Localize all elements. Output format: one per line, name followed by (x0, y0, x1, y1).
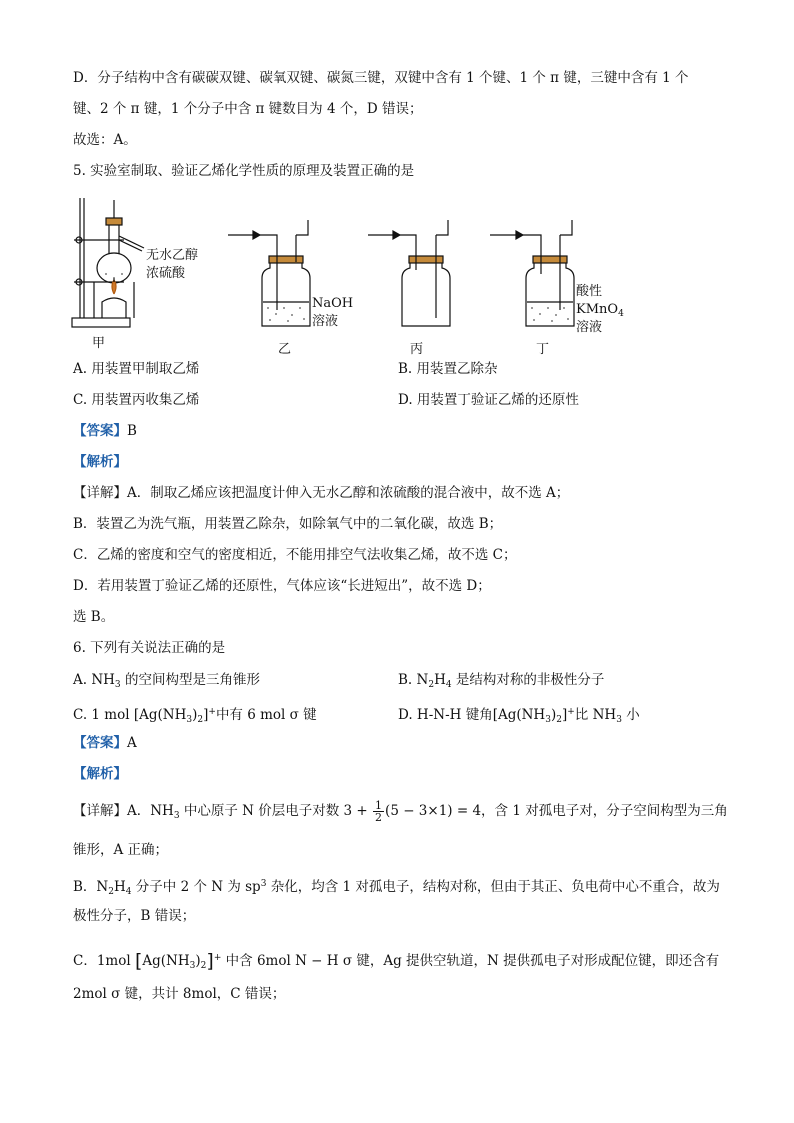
q6-detail-a-line2: 锥形，A 正确； (73, 842, 169, 858)
q4-option-d-line2: 键、2 个 π 键，1 个分子中含 π 键数目为 4 个，D 错误； (73, 101, 423, 117)
q6-detail-c-line1: C．1mol $[Ag(NH_3)_2]^+$ 中含 6mol N − H σ 键，Ag 提供空轨道，N 提供孤电子对形成配位键，即还含有 (73, 950, 720, 972)
q6-detail-b-line2: 极性分子，B 错误； (73, 908, 196, 924)
q6-option-a: A. $NH_3$ 的空间构型是三角锥形 (73, 672, 260, 690)
q4-option-d-line1: D．分子结构中含有碳碳双键、碳氧双键、碳氮三键，双键中含有 1 个键、1 个 π 键，三键中含有 1 个 (73, 70, 689, 86)
label-apparatus-jia: 甲 (92, 336, 106, 351)
label-apparatus-yi: 乙 (278, 342, 292, 357)
q4-conclusion: 故选：A。 (73, 132, 137, 148)
q5-option-c: C. 用装置丙收集乙烯 (73, 392, 200, 408)
q6-option-c: C. 1 mol $[Ag(NH_3)_2]^+$中有 6 mol σ 键 (73, 707, 317, 725)
q5-detail-b: B．装置乙为洗气瓶，用装置乙除杂，如除氧气中的二氧化碳，故选 B； (73, 516, 503, 532)
label-kmno4-solution: 溶液 (576, 320, 603, 335)
q5-option-b: B. 用装置乙除杂 (398, 361, 498, 377)
q5-analysis-tag: 【解析】 (73, 454, 127, 470)
q5-detail-d: D．若用装置丁验证乙烯的还原性，气体应该“长进短出”，故不选 D； (73, 578, 491, 594)
q5-answer: 【答案】B (73, 423, 137, 439)
q5-option-d: D. 用装置丁验证乙烯的还原性 (398, 392, 579, 408)
label-naoh: NaOH (312, 296, 354, 311)
q5-conclusion: 选 B。 (73, 609, 115, 625)
q6-option-b: B. $N_2H_4$ 是结构对称的非极性分子 (398, 672, 605, 690)
q5-detail-c: C．乙烯的密度和空气的密度相近，不能用排空气法收集乙烯，故不选 C； (73, 547, 517, 563)
q5-option-a: A. 用装置甲制取乙烯 (73, 361, 200, 377)
label-acidic: 酸性 (576, 284, 603, 299)
q6-stem: 6. 下列有关说法正确的是 (73, 640, 226, 656)
q6-detail-c-line2: 2mol σ 键，共计 8mol，C 错误； (73, 986, 286, 1002)
label-apparatus-ding: 丁 (536, 342, 550, 357)
q6-detail-a-line1: 【详解】A．$NH_3$ 中心原子 N 价层电子对数 3 + $\frac{1}{2}$ (5 − 3×1) = 4，含 1 对孤电子对，分子空间构型为三角 (73, 799, 728, 824)
label-apparatus-bing: 丙 (410, 342, 424, 357)
q6-option-d: D. H-N-H 键角$[Ag(NH_3)_2]^+$比 $NH_3$ 小 (398, 707, 640, 725)
q6-analysis-tag: 【解析】 (73, 766, 127, 782)
q6-answer: 【答案】A (73, 735, 137, 751)
fraction-one-half: $\frac{1}{2}$ (375, 799, 383, 824)
q5-apparatus-figure (70, 190, 630, 365)
q6-detail-b-line1: B．$N_2H_4$ 分子中 2 个 N 为 $sp^3$ 杂化，均含 1 对孤电子，结构对称，但由于其正、负电荷中心不重合，故为 (73, 879, 720, 897)
reagent-ethanol: 无水乙醇 (146, 248, 199, 263)
q5-detail-a: 【详解】A．制取乙烯应该把温度计伸入无水乙醇和浓硫酸的混合液中，故不选 A； (73, 485, 570, 501)
reagent-sulfuric-acid: 浓硫酸 (146, 266, 186, 281)
label-naoh-solution: 溶液 (312, 314, 339, 329)
label-kmno4: KMnO$_4$ (576, 302, 624, 319)
q5-stem: 5. 实验室制取、验证乙烯化学性质的原理及装置正确的是 (73, 163, 415, 179)
